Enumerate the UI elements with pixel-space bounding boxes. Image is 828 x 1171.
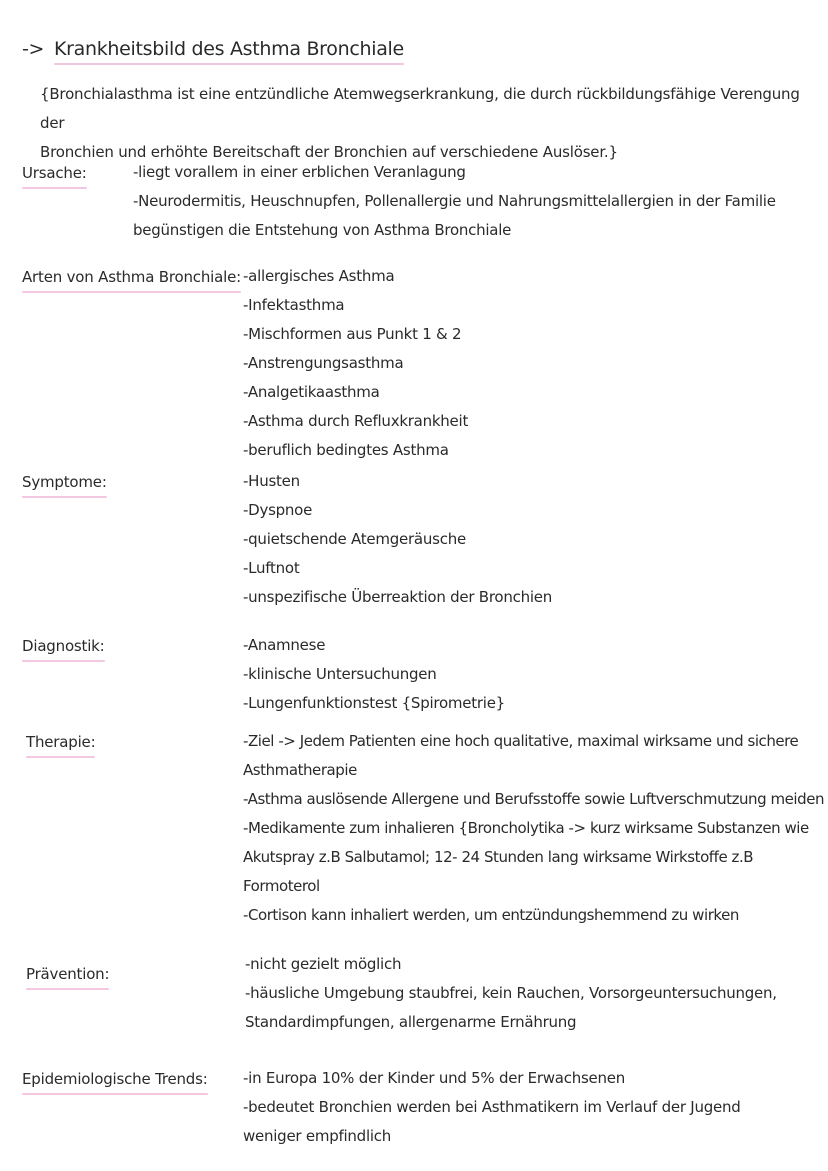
list-item: -klinische Untersuchungen — [243, 665, 437, 683]
label-underline — [22, 1093, 208, 1095]
list-item: -Cortison kann inhaliert werden, um entzündungshemmend zu wirken — [243, 906, 739, 924]
intro-line: Bronchien und erhöhte Bereitschaft der Bronchien auf verschiedene Auslöser.} — [40, 143, 618, 161]
section-label-diagnostik: Diagnostik: — [22, 637, 105, 655]
list-item: -nicht gezielt möglich — [245, 955, 402, 973]
list-item: -Mischformen aus Punkt 1 & 2 — [243, 325, 462, 343]
section-label-symptome: Symptome: — [22, 473, 107, 491]
list-item: -Asthma durch Refluxkrankheit — [243, 412, 469, 430]
list-item: -Husten — [243, 472, 300, 490]
label-underline — [26, 988, 109, 990]
label-underline — [22, 187, 87, 189]
section-label-ursache: Ursache: — [22, 164, 87, 182]
section-lines-therapie — [243, 727, 824, 930]
label-underline — [22, 660, 105, 662]
list-item: -häusliche Umgebung staubfrei, kein Rauchen, Vorsorgeuntersuchungen, — [245, 984, 777, 1002]
label-underline — [26, 756, 95, 758]
list-item: Asthmatherapie — [243, 761, 357, 779]
section-lines-symptome — [243, 467, 552, 612]
list-item: -Ziel -> Jedem Patienten eine hoch qualitative, maximal wirksame und sichere — [243, 732, 799, 750]
section-lines-epidemiologie — [243, 1064, 741, 1151]
list-item: weniger empfindlich — [243, 1127, 392, 1145]
section-lines-ursache — [133, 158, 776, 245]
list-item: -Neurodermitis, Heuschnupfen, Pollenallergie und Nahrungsmittelallergien in der Familie — [133, 192, 776, 210]
list-item: Akutspray z.B Salbutamol; 12- 24 Stunden lang wirksame Wirkstoffe z.B — [243, 848, 754, 866]
list-item: -Medikamente zum inhalieren {Broncholytika -> kurz wirksame Substanzen wie — [243, 819, 809, 837]
section-lines-praevention — [245, 950, 777, 1037]
list-item: begünstigen die Entstehung von Asthma Bronchiale — [133, 221, 512, 239]
intro-line: {Bronchialasthma ist eine entzündliche Atemwegserkrankung, die durch rückbildungsfähige Verengung der — [40, 85, 800, 132]
list-item: -Infektasthma — [243, 296, 345, 314]
list-item: -quietschende Atemgeräusche — [243, 530, 466, 548]
section-label-epidemiologie: Epidemiologische Trends: — [22, 1070, 208, 1088]
title-text — [54, 38, 404, 60]
list-item: -bedeutet Bronchien werden bei Asthmatikern im Verlauf der Jugend — [243, 1098, 741, 1116]
title-underline — [54, 63, 404, 65]
list-item: -Asthma auslösende Allergene und Berufsstoffe sowie Luftverschmutzung meiden — [243, 790, 825, 808]
list-item: -Lungenfunktionstest {Spirometrie} — [243, 694, 505, 712]
list-item: Formoterol — [243, 877, 320, 895]
list-item: Standardimpfungen, allergenarme Ernährung — [245, 1013, 577, 1031]
list-item: -Analgetikaasthma — [243, 383, 380, 401]
list-item: -Anamnese — [243, 636, 326, 654]
section-lines-diagnostik — [243, 631, 505, 718]
list-item: -in Europa 10% der Kinder und 5% der Erwachsenen — [243, 1069, 626, 1087]
section-lines-arten — [243, 262, 468, 465]
title-text-label: Krankheitsbild des Asthma Bronchiale — [53, 38, 404, 60]
list-item: -unspezifische Überreaktion der Bronchien — [243, 588, 553, 606]
page-title — [22, 38, 404, 60]
list-item: -Dyspnoe — [243, 501, 313, 519]
label-underline — [22, 496, 107, 498]
section-label-praevention: Prävention: — [26, 965, 109, 983]
section-label-arten: Arten von Asthma Bronchiale: — [22, 268, 241, 286]
list-item: -Luftnot — [243, 559, 300, 577]
list-item: -beruflich bedingtes Asthma — [243, 441, 449, 459]
list-item: -Anstrengungsasthma — [243, 354, 404, 372]
section-label-therapie: Therapie: — [26, 733, 95, 751]
title-arrow: -> — [22, 38, 45, 60]
list-item: -allergisches Asthma — [243, 267, 395, 285]
label-underline — [22, 291, 241, 293]
list-item: -liegt vorallem in einer erblichen Veranlagung — [133, 163, 466, 181]
intro-paragraph — [40, 80, 800, 167]
